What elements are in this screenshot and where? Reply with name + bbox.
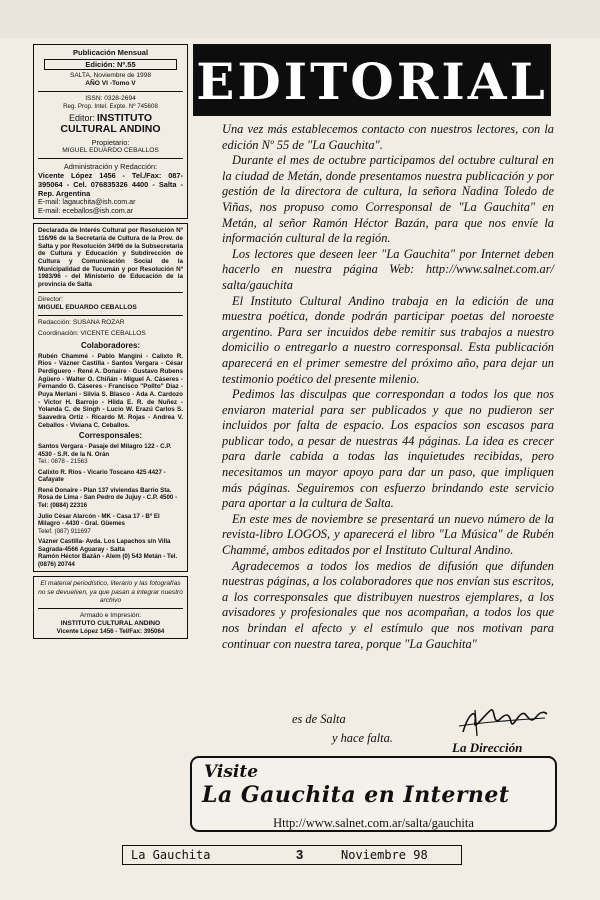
email-2: E-mail: eceballos@ish.com.ar <box>38 205 134 215</box>
admin-address: Vicente López 1456 - Tel./Fax: 087-395064 - Cel. 076835326 4400 - Salta - Rep. Argentina <box>38 170 183 198</box>
print-address: Vicente López 1456 - Tel/Fax: 395064 <box>56 627 165 635</box>
coordinacion: Coordinación: VICENTE CEBALLOS <box>38 329 146 337</box>
divider <box>38 315 183 316</box>
issn: ISSN: 0328-2694 <box>85 95 136 103</box>
declaration: Declarada de Interés Cultural por Resolución Nº 116/96 de la Secretaría de Cultura de la Prov. de Salta y por Resolución 34/96 de la Subsecretaria de Cultura y Educación y Subdirección de Cultura y Comunicación Social de la Municipalidad de Tucumán y por Resolución Nº 1983/96 - del Ministerio de Educación de la provincia de Salta <box>38 227 183 289</box>
collaborators-list: Rubén Chammé - Pablo Mangini - Calixto R. Rios - Vázner Castilla - Santos Vergara - César Perdiguero - René A. Donaire - Gustavo Rubens Agüero - Walter O. Chiñán - Miguel A. Cáseres - Fernando G. Cáseres - Francisco "Pollto" Díaz - Puya Merlani - Silvia S. Blasco - Ada A. Cardozo - Victor H. Barrojo - Hilda E. R. de Nuñez - Yolanda C. de Singh - Lucio W. Erazú Carlos S. Saavedra Ortiz - Ricardo M. Rojas - Andrea V. Ceballos - Viviana C. Ceballos. <box>38 352 183 429</box>
editorial-paragraph: Durante el mes de octubre participamos del octubre cultural en la ciudad de Metán, donde presentamos nuestra publicación y por gestión de la directora de cultura, la señora Nadina Toledo de Viñas, nos propuso como Corresponsal de "La Gauchita" en Metán, al señor Ramón Héctor Bazán, para que nos envíe la información cultural de la región. <box>222 153 554 246</box>
print-name: INSTITUTO CULTURAL ANDINO <box>60 619 161 627</box>
promo-url: Http://www.salnet.com.ar/salta/gauchita <box>273 816 474 830</box>
owner-name: MIGUEL EDUARDO CEBALLOS <box>62 146 159 154</box>
footer-publication: La Gauchita <box>131 848 211 862</box>
year-volume: AÑO VI -Tomo V <box>85 80 136 88</box>
editorial-heading: EDITORIAL <box>196 52 548 111</box>
correspondent-item: Tel.: 0878 - 21563 <box>38 458 88 466</box>
email-1: E-mail: lagauchita@ish.com.ar <box>38 196 136 206</box>
closing-line-2: y hace falta. <box>332 731 393 745</box>
masthead-box <box>33 44 188 219</box>
correspondent-item: Telef. (087) 911697 <box>38 527 91 535</box>
director-label: Director: <box>38 295 63 303</box>
handwritten-signature <box>455 702 550 740</box>
details-box <box>33 223 188 572</box>
correspondent-item: Santos Vergara - Pasaje del Milagro 122 - C.P. 4530 - S.R. de la N. Orán <box>38 443 172 458</box>
disclaimer: El material periodístico, literario y las fotografías no se devuelven, ya que pasan a integrar nuestro archivo <box>38 580 183 604</box>
redaccion: Redacción: SUSANA ROZAR <box>38 318 125 326</box>
editor-label: Editor: <box>68 113 95 124</box>
correspondent-item: Julio César Alarcón - MK - Casa 17 - Bº El Milagro - 4430 - Gral. Güemes <box>38 512 160 528</box>
correspondent-item: Vázner Castilla- Avda. Los Lapachos s/n Villa Sagrada-4566 Aguaray - Salta <box>38 538 171 553</box>
editorial-paragraph: Pedimos las disculpas que correspondan a todos los que nos enviaron material para ser publicados y que no pudieron ser incluidos por falta de espacio. Los espacios son escasos para publicar todo, a pesar de nuestras 44 páginas. La idea es crecer para darle cabida a todas las inquietudes recibidas, pero necesitamos un mayor apoyo para dar un paso, que impliquen más páginas. Seguiremos con esfuerzo brindando este servicio para aportar a la cultura de Salta. <box>222 387 554 511</box>
print-label: Armado e Impresión: <box>79 611 142 619</box>
correspondent-item: Ramón Héctor Bazán - Alem (0) 543 Metán - Tel. (0876) 20744 <box>38 553 178 568</box>
editor-line1: INSTITUTO <box>96 112 153 125</box>
edition-number: Edición: Nº.55 <box>44 59 177 70</box>
divider <box>38 91 183 92</box>
editorial-banner <box>193 44 551 116</box>
publication-type: Publicación Mensual <box>72 48 149 57</box>
admin-label: Administración y Redacción: <box>63 161 158 171</box>
promo-line-1: Visite <box>204 762 259 782</box>
editorial-paragraph: En este mes de noviembre se presentará un nuevo número de la revista-libro LOGOS, y aparecerá el libro "La Música" de Rubén Chammé, ambos editados por el Instituto Cultural Andino. <box>222 511 554 558</box>
print-box <box>33 576 188 639</box>
registration: Reg. Prop. Intel. Expte. Nº 745608 <box>63 103 158 111</box>
footer-date: Noviembre 98 <box>341 848 428 862</box>
editorial-body <box>222 122 554 652</box>
closing-line-1: es de Salta <box>292 712 346 726</box>
editor-line2: CULTURAL ANDINO <box>60 123 161 136</box>
correspondents-list <box>38 443 183 568</box>
editorial-paragraph: Agradecemos a todos los medios de difusión que difunden nuestras páginas, a los colaboradores que nos envían sus escritos, a los corresponsales que distribuyen nuestros ejemplares, a los avisadores y profesionales que nos acompañan, a todos los que nos brindan el afecto y el estímulo que nos motivan para continuar con nuestra tarea, porque "La Gauchita" <box>222 558 554 651</box>
promo-line-2: La Gauchita en Internet <box>202 782 510 808</box>
correspondents-title: Corresponsales: <box>78 431 143 441</box>
correspondent-item: Calixto R. Rios - Vicario Toscano 425 4427 - Cafayate <box>38 468 166 484</box>
date-place: SALTA, Noviembre de 1998 <box>69 72 152 80</box>
editorial-paragraph: Una vez más establecemos contacto con nuestros lectores, con la edición Nº 55 de "La Gauchita". <box>222 122 554 152</box>
internet-promo-box <box>190 756 557 832</box>
director-name: MIGUEL EDUARDO CEBALLOS <box>38 303 137 311</box>
divider <box>38 292 183 293</box>
divider <box>38 158 183 159</box>
divider <box>38 608 183 609</box>
collaborators-title: Colaboradores: <box>80 340 141 350</box>
owner-label: Propietario: <box>91 137 130 147</box>
page-footer <box>122 845 462 865</box>
editorial-paragraph: El Instituto Cultural Andino trabaja en la edición de una muestra poética, donde podrán participar poetas del noroeste argentino. Para ser incuidos debe remitir sus trabajos a nuestro domicilio o entregarlo a nuestro corresponsal. Esta publicación aparecerá en el primer semestre del próximo año, para dejar un testimonio poético del presente milenio. <box>222 293 554 386</box>
masthead-column <box>33 44 188 643</box>
editorial-paragraph: Los lectores que deseen leer "La Gauchita" por Internet deben hacerlo en nuestra página Web: http://www.salnet.com.ar/ salta/gauchita <box>222 246 554 292</box>
footer-page-number: 3 <box>296 847 304 862</box>
signature-label: La Dirección <box>452 740 523 755</box>
previous-page-edge <box>0 0 600 38</box>
correspondent-item: René Donaire - Plan 137 viviendas Barrio Sta. Rosa de Lima - San Pedro de Jujuy - C.P. 4500 - Tel: (0884) 22316 <box>38 486 178 509</box>
